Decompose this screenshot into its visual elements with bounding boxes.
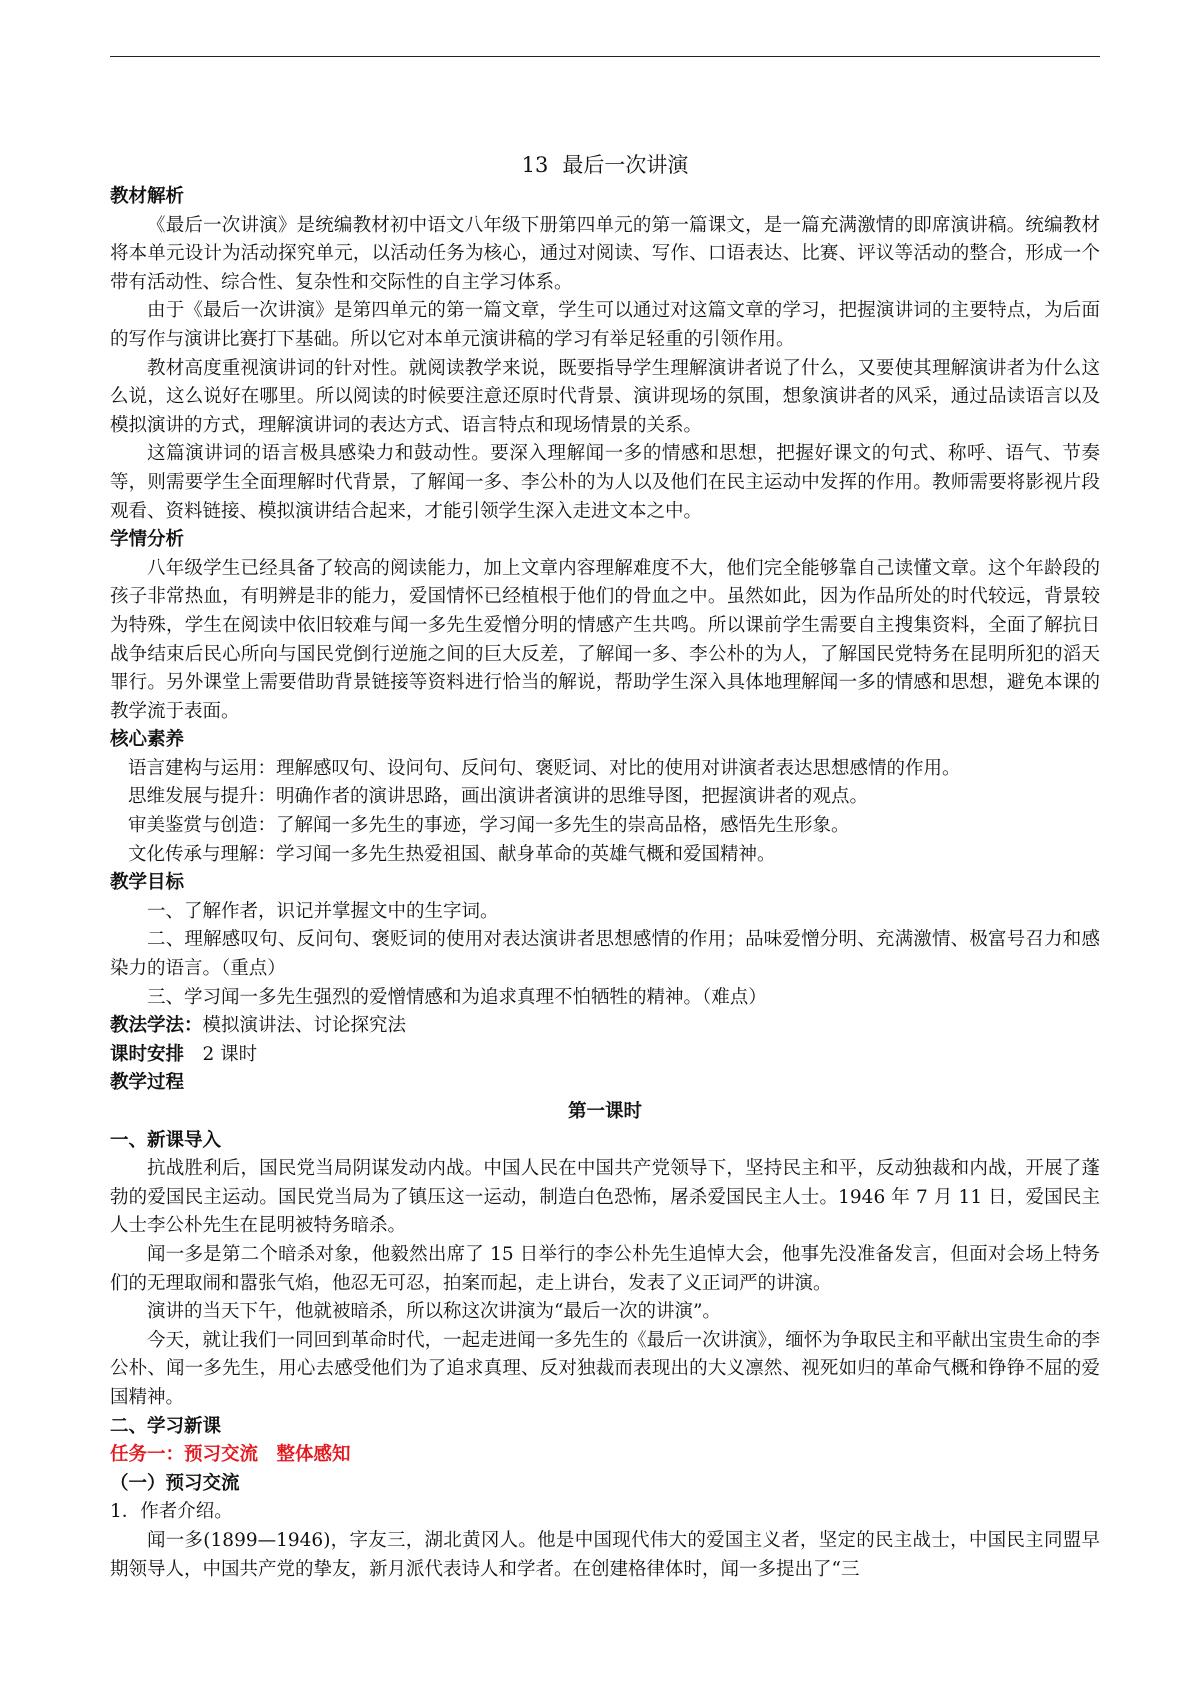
- section-heading-xxxk: 二、学习新课: [110, 1415, 222, 1437]
- paragraph: 教材高度重视演讲词的针对性。就阅读教学来说，既要指导学生理解演讲者说了什么，又要使其理解演讲者为什么这么说，这么说好在哪里。所以阅读的时候要注意还原时代背景、演讲现场的氛围，想象演讲者的风采，通过品读语言以及模拟演讲的方式，理解演讲词的表达方式、语言特点和现场情景的关系。: [110, 357, 1100, 436]
- paragraph: 抗战胜利后，国民党当局阴谋发动内战。中国人民在中国共产党领导下，坚持民主和平，反动独裁和内战，开展了蓬勃的爱国民主运动。国民党当局为了镇压这一运动，制造白色恐怖，屠杀爱国民主人士。1946 年 7 月 11 日，爱国民主人士李公朴先生在昆明被特务暗杀。: [110, 1158, 1100, 1237]
- paragraph: 《最后一次讲演》是统编教材初中语文八年级下册第四单元的第一篇课文，是一篇充满激情的即席演讲稿。统编教材将本单元设计为活动探究单元，以活动任务为核心，通过对阅读、写作、口语表达、比赛、评议等活动的整合，形成一个带有活动性、综合性、复杂性和交际性的自主学习体系。: [110, 214, 1100, 293]
- list-label: 1．作者介绍。: [110, 1501, 233, 1523]
- header-rule: [110, 56, 1100, 57]
- schedule-line: [110, 1041, 1100, 1070]
- section-heading-xqfx: 学情分析: [110, 529, 185, 551]
- subsection-heading: （一）预习交流: [110, 1472, 240, 1494]
- paragraph: 由于《最后一次讲演》是第四单元的第一篇文章，学生可以通过对这篇文章的学习，把握演讲词的主要特点，为后面的写作与演讲比赛打下基础。所以它对本单元演讲稿的学习有举足轻重的引领作用。: [110, 300, 1100, 350]
- document-page: [110, 150, 1100, 1584]
- list-item: 三、学习闻一多先生强烈的爱憎情感和为追求真理不怕牺牲的精神。（难点）: [147, 986, 767, 1008]
- period-heading: 第一课时: [567, 1101, 642, 1122]
- list-item: 语言建构与运用：理解感叹句、设问句、反问句、褒贬词、对比的使用对讲演者表达思想感情的作用。: [128, 757, 961, 779]
- paragraph: 八年级学生已经具备了较高的阅读能力，加上文章内容理解难度不大，他们完全能够靠自己读懂文章。这个年龄段的孩子非常热血，有明辨是非的能力，爱国情怀已经植根于他们的骨血之中。虽然如此，因为作品所处的时代较远，背景较为特殊，学生在阅读中依旧较难与闻一多先生爱憎分明的情感产生共鸣。所以课前学生需要自主搜集资料，全面了解抗日战争结束后民心所向与国民党倒行逆施之间的巨大反差，了解闻一多、李公朴的为人，了解国民党特务在昆明所犯的滔天罪行。另外课堂上需要借助背景链接等资料进行恰当的解说，帮助学生深入具体地理解闻一多的情感和思想，避免本课的教学流于表面。: [110, 557, 1100, 722]
- list-item: 文化传承与理解：学习闻一多先生热爱祖国、献身革命的英雄气概和爱国精神。: [128, 843, 776, 865]
- task-heading: 任务一：预习交流 整体感知: [110, 1444, 351, 1466]
- paragraph: 闻一多是第二个暗杀对象，他毅然出席了 15 日举行的李公朴先生追悼大会，他事先没准备发言，但面对会场上特务们的无理取闹和嚣张气焰，他忍无可忍，拍案而起，走上讲台，发表了义正词严的讲演。: [110, 1243, 1100, 1294]
- list-item: 思维发展与提升：明确作者的演讲思路，画出演讲者演讲的思维导图，把握演讲者的观点。: [128, 786, 869, 808]
- schedule-label: 课时安排: [110, 1043, 185, 1065]
- lesson-title-text: 最后一次讲演: [562, 153, 689, 177]
- paragraph: 这篇演讲词的语言极具感染力和鼓动性。要深入理解闻一多的情感和思想，把握好课文的句式、称呼、语气、节奏等，则需要学生全面理解时代背景，了解闻一多、李公朴的为人以及他们在民主运动中发挥的作用。教师需要将影视片段观看、资料链接、模拟演讲结合起来，才能引领学生深入走进文本之中。: [110, 443, 1100, 522]
- lesson-title: [110, 150, 1100, 180]
- paragraph: 闻一多(1899—1946)，字友三，湖北黄冈人。他是中国现代伟大的爱国主义者，坚定的民主战士，中国民主同盟早期领导人，中国共产党的挚友，新月派代表诗人和学者。在创建格律体时，闻一多提出了“三: [110, 1529, 1100, 1580]
- schedule-value: 2 课时: [202, 1043, 258, 1065]
- section-heading-jxgc: 教学过程: [110, 1072, 185, 1094]
- list-item: 审美鉴赏与创造：了解闻一多先生的事迹，学习闻一多先生的崇高品格，感悟先生形象。: [128, 815, 850, 837]
- paragraph: 演讲的当天下午，他就被暗杀，所以称这次讲演为“最后一次的讲演”。: [147, 1301, 721, 1323]
- section-heading-xkdr: 一、新课导入: [110, 1129, 222, 1151]
- teaching-methods-line: [110, 1012, 1100, 1041]
- teaching-methods-value: 模拟演讲法、讨论探究法: [202, 1015, 407, 1037]
- section-heading-jcjx: 教材解析: [110, 186, 185, 207]
- paragraph: 今天，就让我们一同回到革命时代，一起走进闻一多先生的《最后一次讲演》，缅怀为争取民主和平献出宝贵生命的李公朴、闻一多先生，用心去感受他们为了追求真理、反对独裁而表现出的大义凛然、视死如归的革命气概和铮铮不屈的爱国精神。: [110, 1329, 1100, 1408]
- teaching-methods-label: 教法学法：: [110, 1015, 203, 1037]
- list-item: 一、了解作者，识记并掌握文中的生字词。: [147, 900, 499, 922]
- section-heading-hxsy: 核心素养: [110, 729, 185, 751]
- lesson-number: 13: [521, 153, 549, 177]
- list-item: 二、理解感叹句、反问句、褒贬词的使用对表达演讲者思想感情的作用；品味爱憎分明、充满激情、极富号召力和感染力的语言。（重点）: [110, 929, 1100, 980]
- section-heading-jxmb: 教学目标: [110, 872, 185, 894]
